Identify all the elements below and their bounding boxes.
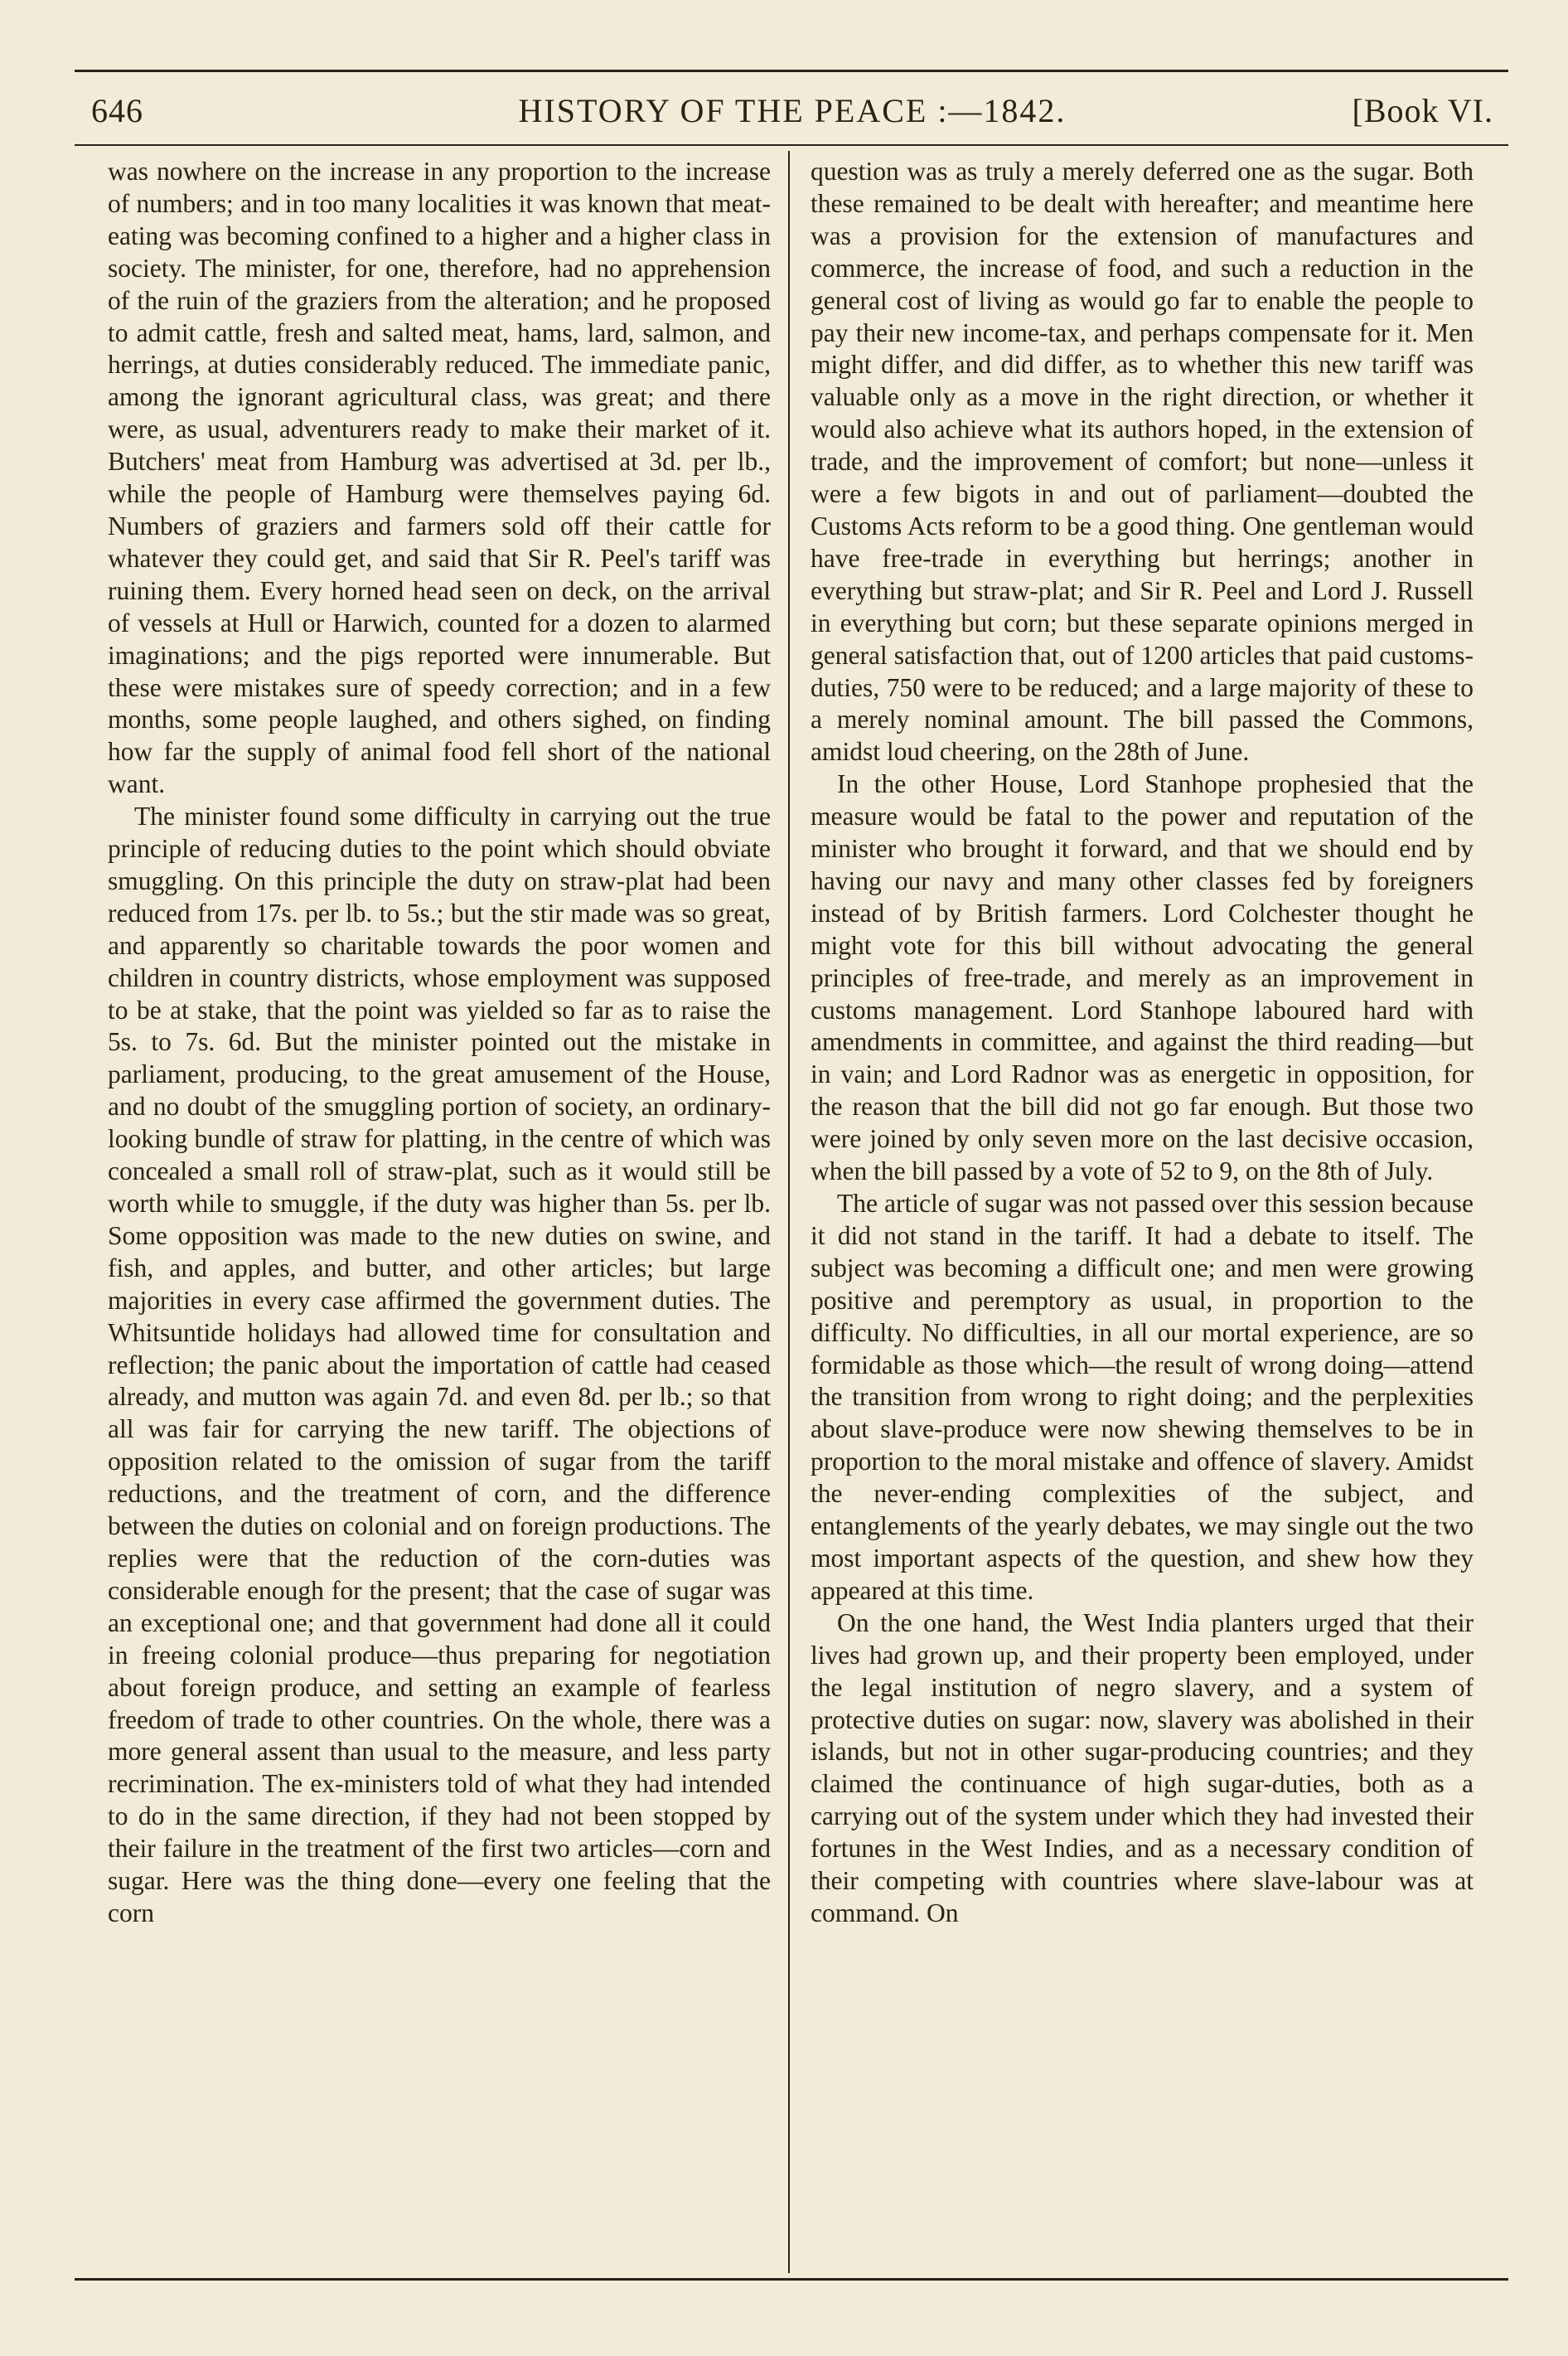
column-divider bbox=[788, 151, 790, 2273]
header-rule bbox=[75, 144, 1508, 146]
paragraph: In the other House, Lord Stanhope prophesied that the measure would be fatal to the power and reputation of the minister who brought it forward, and that we should end by having our navy and many other classes fed by foreigners instead of by British farmers. Lord Colchester thought he might vote for this bill without advocating the general principles of free-trade, and merely as an improvement in customs management. Lord Stanhope laboured hard with amendments in committee, and against the third reading—but in vain; and Lord Radnor was as energetic in opposition, for the reason that the bill did not go far enough. But those two were joined by only seven more on the last decisive occasion, when the bill passed by a vote of 52 to 9, on the 8th of July. bbox=[811, 769, 1474, 1186]
paragraph: On the one hand, the West India planters urged that their lives had grown up, and their property been employed, under the legal institution of negro slavery, and a system of protective duties on sugar: now, slavery was abolished in their islands, but not in other sugar-producing countries; and they claimed the continuance of high sugar-duties, both as a carrying out of the system under which they had invested their fortunes in the West Indies, and as a necessary condition of their competing with countries where slave-labour was at command. On bbox=[811, 1607, 1474, 1927]
left-column bbox=[108, 156, 771, 2270]
bottom-rule bbox=[75, 2278, 1508, 2281]
paragraph: question was as truly a merely deferred one as the sugar. Both these remained to be dealt with hereafter; and meantime here was a provision for the extension of manufactures and commerce, the increase of food, and such a reduction in the general cost of living as would go far to enable the people to pay their new income-tax, and perhaps compensate for it. Men might differ, and did differ, as to whether this new tariff was valuable only as a move in the right direction, or whether it would also achieve what its authors hoped, in the extension of trade, and the improvement of comfort; but none—unless it were a few bigots in and out of parliament—doubted the Customs Acts reform to be a good thing. One gentleman would have free-trade in everything but herrings; another in everything but straw-plat; and Sir R. Peel and Lord J. Russell in everything but corn; but these separate opinions merged in general satisfaction that, out of 1200 articles that paid customs-duties, 750 were to be reduced; and a large majority of these to a merely nominal amount. The bill passed the Commons, amidst loud cheering, on the 28th of June. bbox=[811, 157, 1474, 767]
book-label: [Book VI. bbox=[1352, 92, 1493, 129]
top-rule bbox=[75, 70, 1508, 72]
right-column bbox=[811, 156, 1474, 2270]
paragraph: was nowhere on the increase in any proportion to the increase of numbers; and in too many localities it was known that meat-eating was becoming confined to a higher and a higher class in society. The minister, for one, therefore, had no apprehension of the ruin of the graziers from the alteration; and he proposed to admit cattle, fresh and salted meat, hams, lard, salmon, and herrings, at duties considerably reduced. The immediate panic, among the ignorant agricultural class, was great; and there were, as usual, adventurers ready to make their market of it. Butchers' meat from Hamburg was advertised at 3d. per lb., while the people of Hamburg were themselves paying 6d. Numbers of graziers and farmers sold off their cattle for whatever they could get, and said that Sir R. Peel's tariff was ruining them. Every horned head seen on deck, on the arrival of vessels at Hull or Harwich, counted for a dozen to alarmed imaginations; and the pigs reported were innumerable. But these were mistakes sure of speedy correction; and in a few months, some people laughed, and others sighed, on finding how far the supply of animal food fell short of the national want. bbox=[108, 157, 771, 799]
running-header bbox=[91, 91, 1493, 141]
paragraph: The article of sugar was not passed over this session because it did not stand in the tariff. It had a debate to itself. The subject was becoming a difficult one; and men were growing positive and peremptory as usual, in proportion to the difficulty. No difficulties, in all our mortal experience, are so formidable as those which—the result of wrong doing—attend the transition from wrong to right doing; and the perplexities about slave-produce were now shewing themselves to be in proportion to the moral mistake and offence of slavery. Amidst the never-ending complexities of the subject, and entanglements of the yearly debates, we may single out the two most important aspects of the question, and shew how they appeared at this time. bbox=[811, 1189, 1474, 1605]
paragraph: The minister found some difficulty in carrying out the true principle of reducing duties to the point which should obviate smuggling. On this principle the duty on straw-plat had been reduced from 17s. per lb. to 5s.; but the stir made was so great, and apparently so charitable towards the poor women and children in country districts, whose employment was supposed to be at stake, that the point was yielded so far as to raise the 5s. to 7s. 6d. But the minister pointed out the mistake in parliament, producing, to the great amusement of the House, and no doubt of the smuggling portion of society, an ordinary-looking bundle of straw for platting, in the centre of which was concealed a small roll of straw-plat, such as it would still be worth while to smuggle, if the duty was higher than 5s. per lb. Some opposition was made to the new duties on swine, and fish, and apples, and butter, and other articles; but large majorities in every case affirmed the government duties. The Whitsuntide holidays had allowed time for consultation and reflection; the panic about the importation of cattle had ceased already, and mutton was again 7d. and even 8d. per lb.; so that all was fair for carrying the new tariff. The objections of opposition related to the omission of sugar from the tariff reductions, and the treatment of corn, and the difference between the duties on colonial and on foreign productions. The replies were that the reduction of the corn-duties was considerable enough for the present; that the case of sugar was an exceptional one; and that government had done all it could in freeing colonial produce—thus preparing for negotiation about foreign produce, and setting an example of fearless freedom of trade to other countries. On the whole, there was a more general assent than usual to the measure, and less party recrimination. The ex-ministers told of what they had intended to do in the same direction, if they had not been stopped by their failure in the treatment of the first two articles—corn and sugar. Here was the thing done—every one feeling that the corn bbox=[108, 802, 771, 1927]
running-title: HISTORY OF THE PEACE :—1842. bbox=[518, 92, 1067, 129]
page-number: 646 bbox=[91, 92, 143, 129]
